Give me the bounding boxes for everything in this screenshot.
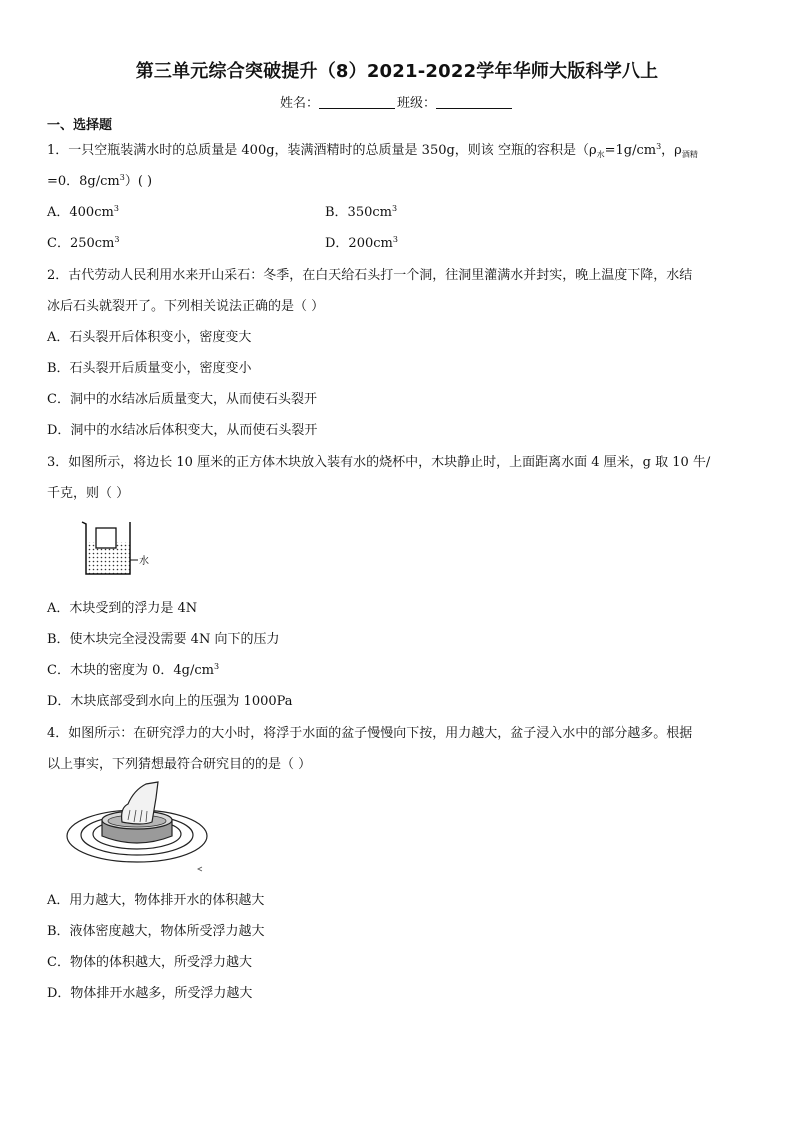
q4-option-c[interactable]: C．物体的体积越大，所受浮力越大 xyxy=(47,955,252,970)
q1-c-sup: 3 xyxy=(114,235,120,244)
q1-d-sup: 3 xyxy=(392,235,398,244)
q4-option-d[interactable]: D．物体排开水越多，所受浮力越大 xyxy=(47,986,253,1001)
q1-b-text: B．350cm xyxy=(325,205,392,220)
q1-text-b: =1g/cm xyxy=(604,143,657,158)
q3-option-c[interactable] xyxy=(47,659,219,678)
q3-stem-line2: 千克，则（ ） xyxy=(47,486,130,501)
q4-option-a[interactable]: A．用力越大，物体排开水的体积越大 xyxy=(47,893,265,908)
q2-stem-line1: 2．古代劳动人民利用水来开山采石：冬季，在白天给石头打一个洞，往洞里灌满水并封实，晚上温度下降，水结 xyxy=(47,268,693,283)
q2-option-a[interactable]: A．石头裂开后体积变小，密度变大 xyxy=(47,330,252,345)
q1-text-d: =0．8g/cm xyxy=(47,174,120,189)
q1-sup2: 3 xyxy=(119,173,125,182)
q2-stem-line2: 冰后石头就裂开了。下列相关说法正确的是（ ） xyxy=(47,299,325,314)
q1-sub-alcohol: 酒精 xyxy=(681,150,698,159)
wood-block xyxy=(96,528,116,548)
q3-stem-line1: 3．如图所示，将边长 10 厘米的正方体木块放入装有水的烧杯中，木块静止时，上面距离水面 4 厘米，g 取 10 牛/ xyxy=(47,455,711,470)
q2-option-b[interactable]: B．石头裂开后质量变小，密度变小 xyxy=(47,361,252,376)
q1-text-c: ，ρ xyxy=(661,143,682,158)
q4-option-b[interactable]: B．液体密度越大，物体所受浮力越大 xyxy=(47,924,265,939)
q4-stem-line1: 4．如图所示：在研究浮力的大小时，将浮于水面的盆子慢慢向下按，用力越大，盆子浸入水中的部分越多。根据 xyxy=(47,726,693,741)
hand-shape xyxy=(122,782,158,824)
class-blank[interactable] xyxy=(436,96,512,109)
q1-a-text: A．400cm xyxy=(47,205,114,220)
q1-sup: 3 xyxy=(656,142,662,151)
q1-text-a: 1．一只空瓶装满水时的总质量是 400g，装满酒精时的总质量是 350g，则该 空瓶的容积是（ρ xyxy=(47,143,597,158)
water-label: 水 xyxy=(139,556,149,567)
basin-figure xyxy=(62,780,222,876)
q3-option-b[interactable]: B．使木块完全浸没需要 4N 向下的压力 xyxy=(47,632,280,647)
q1-d-text: D．200cm xyxy=(325,236,393,251)
class-label: 班级： xyxy=(397,96,437,111)
q1-b-sup: 3 xyxy=(391,204,398,213)
q1-c-text: C．250cm xyxy=(47,236,115,251)
section-heading: 一、选择题 xyxy=(47,118,113,133)
q2-option-d[interactable]: D．洞中的水结冰后体积变大，从而使石头裂开 xyxy=(47,423,318,438)
q1-option-b[interactable] xyxy=(325,201,397,220)
q1-sub-water: 水 xyxy=(596,150,605,159)
student-info-line xyxy=(0,92,794,111)
q2-option-c[interactable]: C．洞中的水结冰后质量变大，从而使石头裂开 xyxy=(47,392,317,407)
q1-option-d[interactable] xyxy=(325,232,398,251)
q1-option-c[interactable] xyxy=(47,232,119,251)
q3-c-sup: 3 xyxy=(213,662,220,671)
return-mark-icon xyxy=(198,867,202,871)
page-title: 第三单元综合突破提升（8）2021-2022学年华师大版科学八上 xyxy=(135,61,659,82)
beaker-figure xyxy=(72,516,162,580)
q3-c-text: C．木块的密度为 0．4g/cm xyxy=(47,663,214,678)
q1-a-sup: 3 xyxy=(113,204,119,213)
q3-option-d[interactable]: D．木块底部受到水向上的压强为 1000Pa xyxy=(47,694,293,709)
name-label: 姓名： xyxy=(279,96,319,111)
q1-stem-line1 xyxy=(47,139,698,160)
q4-stem-line2: 以上事实，下列猜想最符合研究目的的是（ ） xyxy=(47,757,312,772)
q1-option-a[interactable] xyxy=(47,201,119,220)
q1-text-e: ）( ) xyxy=(124,174,153,189)
q1-stem-line2 xyxy=(47,170,152,189)
name-blank[interactable] xyxy=(319,96,395,109)
q3-option-a[interactable]: A．木块受到的浮力是 4N xyxy=(47,601,198,616)
